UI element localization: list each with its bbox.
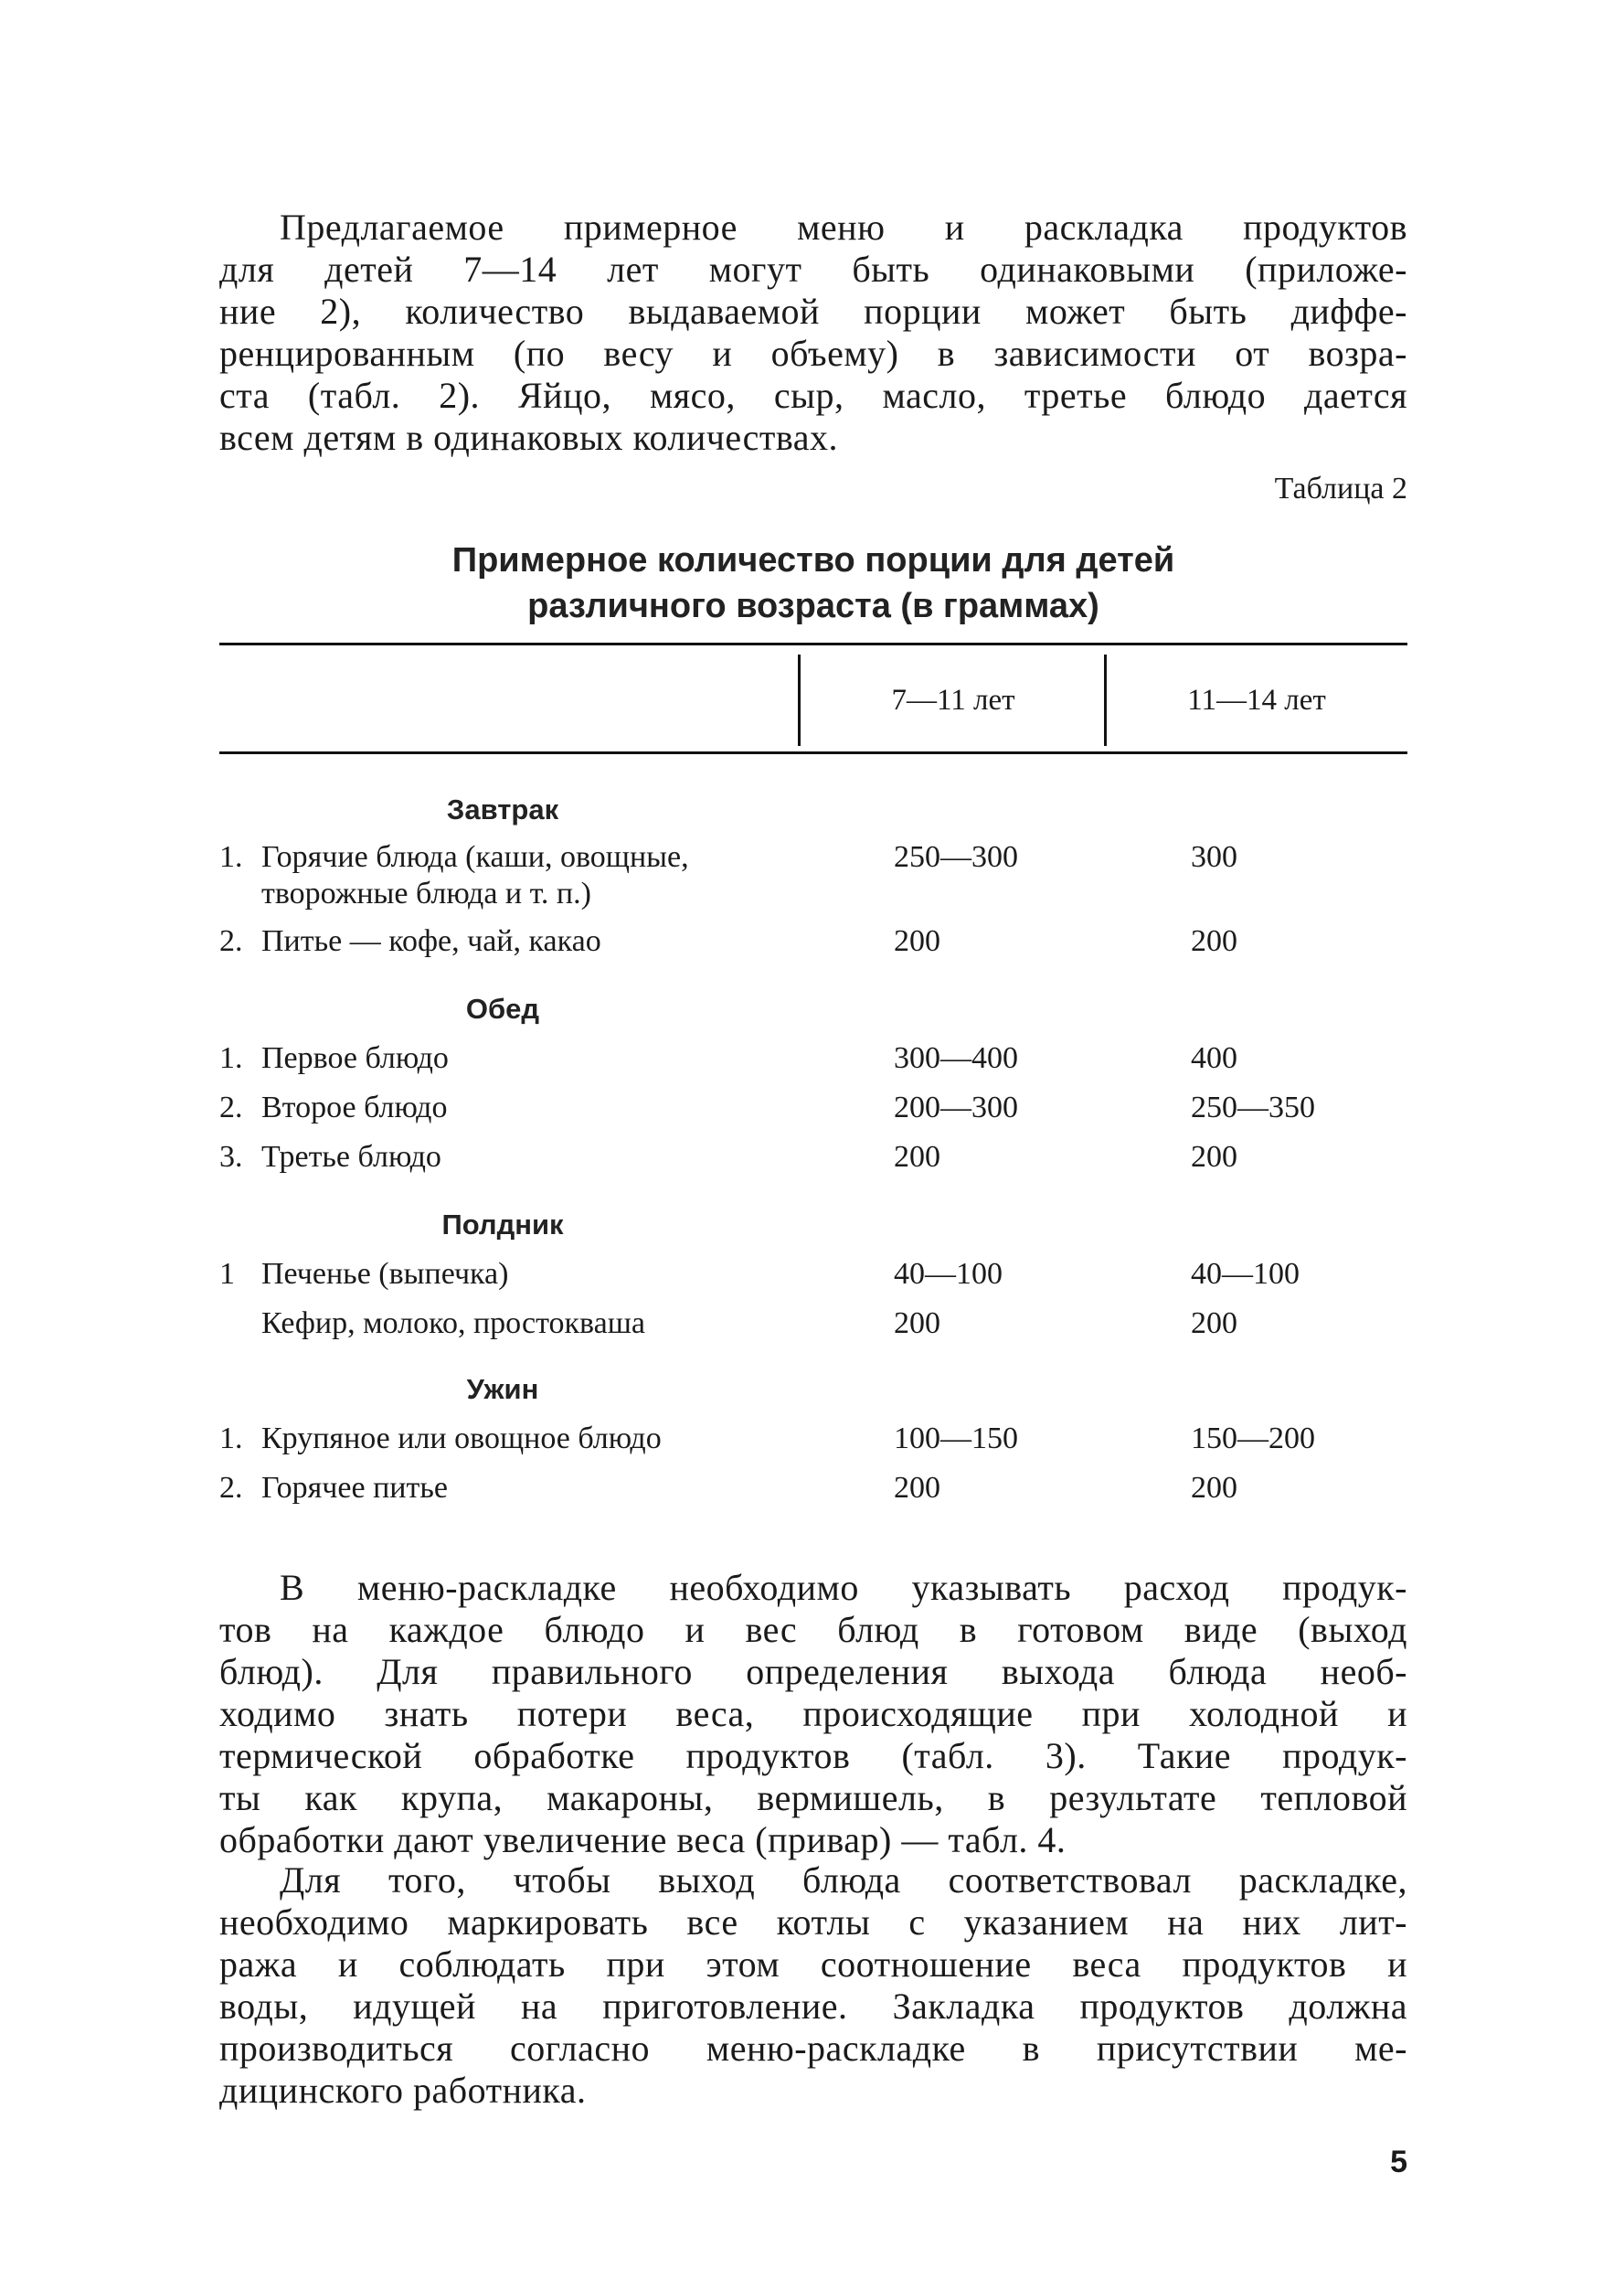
text-line: ста (табл. 2). Яйцо, мясо, сыр, масло, третье блюдо дается (219, 375, 1407, 416)
row-value-7-11: 200 (894, 1140, 940, 1174)
text-line: всем детям в одинаковых количествах. (219, 417, 839, 458)
row-value-11-14: 400 (1191, 1041, 1237, 1075)
text-line: В меню-раскладке необходимо указывать расход продук- (280, 1567, 1407, 1608)
table-title (219, 538, 1407, 629)
text-line: необходимо маркировать все котлы с указанием на них лит- (219, 1901, 1407, 1943)
row-number: 2. (219, 1091, 243, 1124)
row-dish-line: творожные блюда и т. п.) (261, 877, 591, 911)
row-value-7-11: 40—100 (894, 1257, 1003, 1291)
text-line: производиться согласно меню-раскладке в присутствии ме- (219, 2028, 1407, 2069)
row-value-11-14: 200 (1191, 924, 1237, 958)
text-line: ходимо знать потери веса, происходящие при холодной и (219, 1693, 1407, 1734)
row-dish-line: Горячие блюда (каши, овощные, (261, 840, 689, 874)
table-header-rule (219, 751, 1407, 754)
text-line: ние 2), количество выдаваемой порции может быть диффе- (219, 291, 1407, 332)
row-value-7-11: 200 (894, 924, 940, 958)
page-number: 5 (1390, 2145, 1407, 2179)
text-line: для детей 7—14 лет могут быть одинаковыми (приложе- (219, 249, 1407, 290)
section-heading-afternoon-snack: Полдник (441, 1209, 564, 1241)
row-value-7-11: 200 (894, 1306, 940, 1340)
column-header-age-7-11: 7—11 лет (891, 684, 1015, 717)
row-number: 1 (219, 1257, 235, 1291)
row-number: 1. (219, 1041, 243, 1075)
row-dish: Крупяное или овощное блюдо (261, 1422, 662, 1455)
column-header-age-11-14: 11—14 лет (1187, 684, 1326, 717)
text-line: ража и соблюдать при этом соотношение веса продуктов и (219, 1944, 1407, 1985)
table-top-rule (219, 643, 1407, 645)
row-dish: Первое блюдо (261, 1041, 449, 1075)
menu-layout-paragraph (219, 1567, 1407, 1861)
row-dish: Второе блюдо (261, 1091, 448, 1124)
row-dish: Печенье (выпечка) (261, 1257, 509, 1291)
section-heading-lunch: Обед (465, 993, 540, 1025)
text-line: Предлагаемое примерное меню и раскладка продуктов (280, 207, 1407, 248)
row-number: 1. (219, 840, 243, 874)
row-dish: Третье блюдо (261, 1140, 441, 1174)
row-value-7-11: 200—300 (894, 1091, 1018, 1124)
row-value-11-14: 200 (1191, 1471, 1237, 1505)
row-number: 2. (219, 924, 243, 958)
row-dish: Горячее питье (261, 1471, 448, 1505)
row-number: 1. (219, 1422, 243, 1455)
row-value-11-14: 200 (1191, 1140, 1237, 1174)
text-line: ты как крупа, макароны, вермишель, в результате тепловой (219, 1777, 1407, 1818)
table-label: Таблица 2 (1274, 472, 1407, 506)
row-value-11-14: 200 (1191, 1306, 1237, 1340)
column-divider (1104, 655, 1107, 746)
row-dish: Кефир, молоко, простокваша (261, 1306, 645, 1340)
text-line: воды, идущей на приготовление. Закладка продуктов должна (219, 1986, 1407, 2027)
text-line: тов на каждое блюдо и вес блюд в готовом виде (выход (219, 1609, 1407, 1650)
row-value-7-11: 200 (894, 1471, 940, 1505)
text-line: термической обработке продуктов (табл. 3). Такие продук- (219, 1735, 1407, 1776)
row-value-7-11: 100—150 (894, 1422, 1018, 1455)
row-value-11-14: 40—100 (1191, 1257, 1300, 1291)
row-number: 3. (219, 1140, 243, 1174)
section-heading-breakfast: Завтрак (446, 793, 559, 825)
row-value-11-14: 300 (1191, 840, 1237, 874)
table-title-line: Примерное количество порции для детей (451, 541, 1175, 580)
row-number: 2. (219, 1471, 243, 1505)
text-line: Для того, чтобы выход блюда соответствовал раскладке, (280, 1859, 1407, 1901)
row-value-7-11: 300—400 (894, 1041, 1018, 1075)
column-divider (798, 655, 801, 746)
row-dish: Питье — кофе, чай, какао (261, 924, 601, 958)
kettles-paragraph (219, 1859, 1407, 2112)
text-line: обработки дают увеличение веса (привар) — табл. 4. (219, 1819, 1067, 1860)
text-line: дицинского работника. (219, 2070, 587, 2111)
row-value-11-14: 150—200 (1191, 1422, 1315, 1455)
text-line: ренцированным (по весу и объему) в зависимости от возра- (219, 333, 1407, 374)
row-value-7-11: 250—300 (894, 840, 1018, 874)
section-heading-dinner: Ужин (466, 1373, 539, 1405)
intro-paragraph (219, 207, 1407, 459)
row-value-11-14: 250—350 (1191, 1091, 1315, 1124)
text-line: блюд). Для правильного определения выхода блюда необ- (219, 1651, 1407, 1692)
table-title-line: различного возраста (в граммах) (527, 587, 1099, 625)
